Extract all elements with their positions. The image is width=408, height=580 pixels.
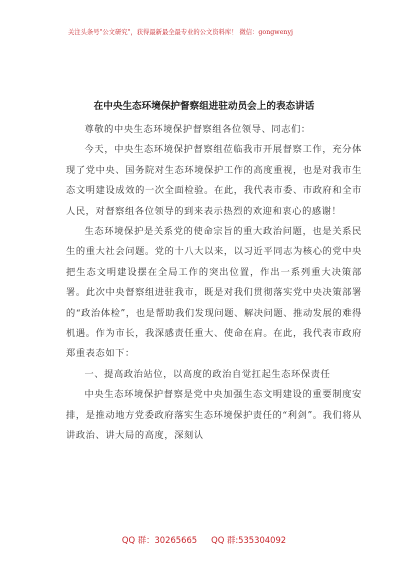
- paragraph: 生态环境保护是关系党的使命宗旨的重大政治问题，也是关系民生的重大社会问题。党的十八大以来，以习近平同志为核心的党中央把生态文明建设摆在全局工作的突出位置，作出一系列重大决策部署。此次中央督察组进驻我市，既是对我们贯彻落实党中央决策部署的“政治体检”，也是帮助我们发现问题、解决问题、推动发展的难得机遇。作为市长，我深感责任重大、使命在肩。在此，我代表市政府郑重表态如下：: [66, 226, 362, 360]
- footer-qq-group-1: QQ 群：30265665: [121, 535, 198, 545]
- footer: [0, 534, 408, 546]
- document-body: [66, 120, 362, 447]
- paragraph: 今天，中央生态环境保护督察组莅临我市开展督察工作，充分体现了党中央、国务院对生态环境保护工作的高度重视，也是对我市生态文明建设成效的一次全面检验。在此，我代表市委、市政府和全市人民，对督察组各位领导的到来表示热烈的欢迎和衷心的感谢！: [66, 144, 362, 217]
- paragraph: 中央生态环境保护督察是党中央加强生态文明建设的重要制度安排，是推动地方党委政府落实生态环境保护责任的“利剑”。我们将从讲政治、讲大局的高度，深刻认: [66, 389, 362, 442]
- salutation: 尊敬的中央生态环境保护督察组各位领导、同志们：: [84, 124, 311, 135]
- footer-qq-group-2: QQ 群:535304092: [211, 535, 287, 545]
- document-title: 在中央生态环境保护督察组进驻动员会上的表态讲话: [93, 101, 315, 112]
- header-banner: 关注头条号"公文研究"，获得最新最全最专业的公文资料库！ 微信：gongwenyj: [68, 29, 293, 36]
- section-heading: 一、提高政治站位，以高度的政治自觉扛起生态环保责任: [84, 368, 331, 380]
